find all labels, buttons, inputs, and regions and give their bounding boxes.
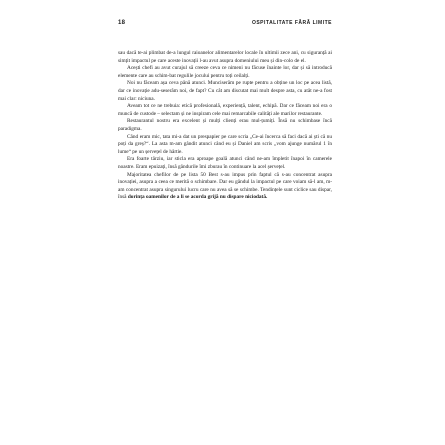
paragraph-5: Restaurantul nostru era excelent și mulți clienți erau mul-țumiți. Însă nu schimbase încă paradigma. <box>118 118 332 132</box>
body-text <box>118 50 332 202</box>
paragraph-7: Era foarte târziu, iar sticla era aproape goală atunci când ne-am împletit înapoi în camerele noastre. Eram epuizați, însă gândurile îmi zburau în continuare la acel șervețel. <box>118 156 332 170</box>
paragraph-3: Noi nu făceam așa ceva până atunci. Munciserăm pe rupte pentru a obține un loc pe acea listă, dar ce inovație adu-seserăm noi, de fapt? Cu cât am discutat mai mult despre asta, cu atât ne-a fost mai clar: niciuna. <box>118 80 332 102</box>
page-number: 18 <box>118 20 126 26</box>
paragraph-8-bold-tail: dorința oamenilor de a li se acorda grijă nu dispare niciodată. <box>127 194 268 201</box>
running-head <box>118 20 332 32</box>
paragraph-8 <box>118 172 332 202</box>
paragraph-4: Aveam tot ce ne trebuia: etică profesională, experiență, talent, echipă. Dar ce făceam noi era o muncă de custode – selectam și ne inspiram cele mai remarcabile calități ale marilor restaurante. <box>118 103 332 117</box>
paragraph-8-lead: Majoritatea chefilor de pe lista 50 Best s-au impus prin faptul că s-au concentrat asupra inovației, asupra a ceea ce merită o schimbare. Dar eu gândul la impactul pe care voiam să-l am, m-am concentrat asupra singurului lucru care nu avea să se schimbe. Tendințele sunt ciclice sau dispar, însă <box>118 171 332 201</box>
running-title: OSPITALITATE FĂRĂ LIMITE <box>251 20 332 26</box>
paragraph-2: Acești chefi au avut curajul să creeze ceva ce nimeni nu făcuse înainte lor, dar și să introducă elemente care au schim-bat regulile jocului pentru toți ceilalți. <box>118 65 332 79</box>
paragraph-1: sau dacă te-ai plimbat de-a lungul raioanelor alimentarelor locale în ultimii zece ani, cu siguranță ai simțit impactul pe care aceste inovații l-au avut asupra domeniului meu și din-colo de el. <box>118 50 332 64</box>
paragraph-6: Când eram mic, tata mi-a dat un prespapier pe care scria „Ce-ai încerca să faci dacă ai ști că nu poți da greș?“. La asta m-am gândit atunci când eu și Daniel am scris „vom ajunge numărul 1 în lume“ pe un șervețel de hârtie. <box>118 133 332 155</box>
